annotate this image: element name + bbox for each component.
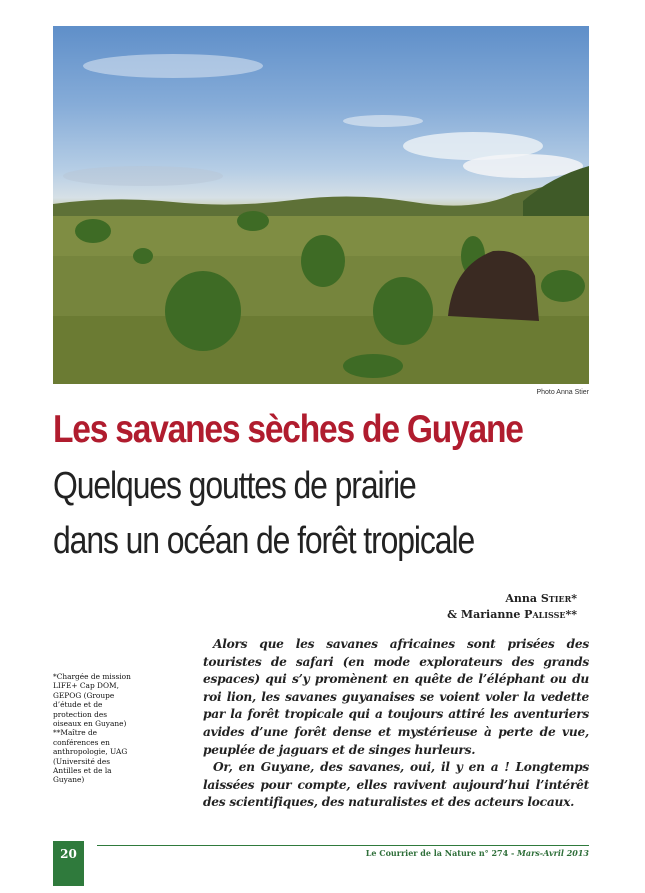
footer-publication bbox=[366, 848, 589, 858]
savanna-illustration bbox=[53, 26, 589, 384]
footer-divider bbox=[97, 845, 589, 846]
article-subtitle-line1: Quelques gouttes de prairie bbox=[53, 465, 416, 507]
savanna-landscape-photo bbox=[53, 26, 589, 384]
author-2-last-name: Palisse** bbox=[524, 608, 577, 621]
affiliation-note-1: *Chargée de mission LIFE+ Cap DOM, GEPOG (Groupe d’étude et de protection des oiseaux en Guyane) bbox=[53, 672, 131, 729]
article-intro bbox=[203, 636, 589, 812]
footer-magazine: Le Courrier de la Nature n° 274 - bbox=[365, 848, 518, 858]
intro-paragraph-2: Or, en Guyane, des savanes, oui, il y en a ! Longtemps laissées pour compte, elles ravivent aujourd’hui l’intérêt des scientifiques, des naturalistes et des acteurs locaux. bbox=[203, 760, 589, 810]
photo-credit: Photo Anna Stier bbox=[536, 389, 589, 396]
affiliation-note-2: **Maître de conférences en anthropologie, UAG (Université des Antilles et de la Guyane) bbox=[53, 728, 128, 785]
author-1-first-name: Anna bbox=[505, 592, 538, 605]
author-affiliation-notes bbox=[53, 672, 131, 785]
author-2 bbox=[447, 607, 577, 623]
author-2-first-name: Marianne bbox=[460, 608, 521, 621]
author-byline bbox=[447, 591, 577, 623]
intro-paragraph-1: Alors que les savanes africaines sont prisées des touristes de safari (en mode explorateurs des grands espaces) qui s’y promènent en quête de l’éléphant ou du roi lion, les savanes guyanaises se voient voler la vedette par la forêt tropicale qui a toujours attiré les aventuriers avides d’une forêt dense et mystérieuse à perte de vue, peuplée de jaguars et de singes hurleurs. bbox=[203, 637, 589, 757]
page-number: 20 bbox=[53, 841, 84, 886]
footer-issue-date: Mars-Avril 2013 bbox=[517, 848, 589, 858]
article-title: Les savanes sèches de Guyane bbox=[53, 408, 523, 451]
author-1 bbox=[447, 591, 577, 607]
author-2-prefix: & bbox=[447, 608, 458, 621]
author-1-last-name: Stier* bbox=[540, 592, 577, 605]
article-subtitle-line2: dans un océan de forêt tropicale bbox=[53, 520, 475, 562]
